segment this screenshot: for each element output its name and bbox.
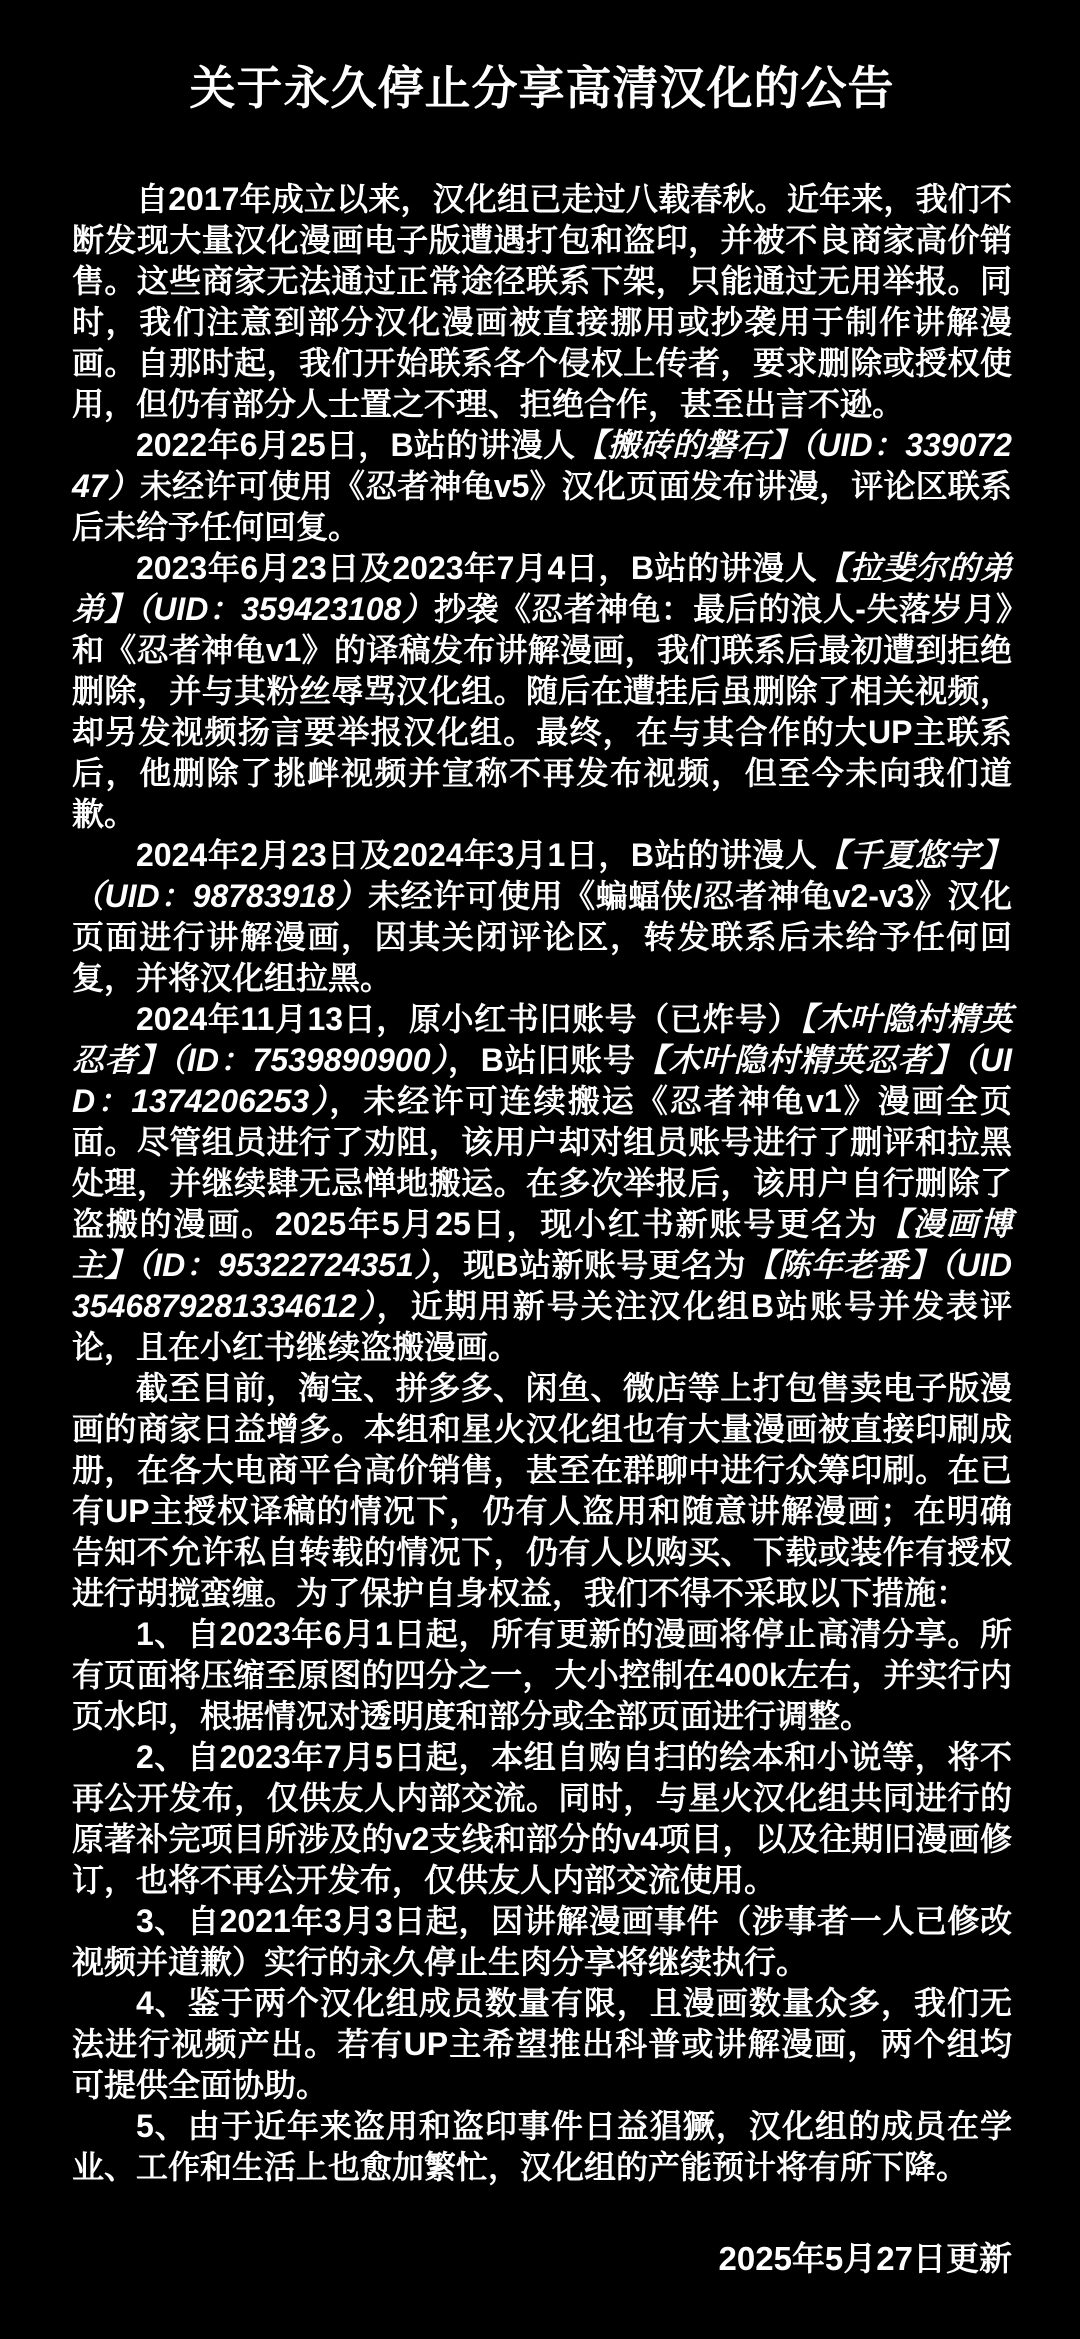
- announcement-title: 关于永久停止分享高清汉化的公告: [189, 62, 895, 114]
- uploader-name-uid: 【千夏悠宇】（UID：98783918）: [72, 836, 1012, 914]
- uploader-name-uid: 【木叶隐村精英忍者】（UID：1374206253）: [72, 1041, 1012, 1119]
- measure-item-1: [72, 1614, 1012, 1737]
- text-segment: 5、由于近年来盗用和盗印事件日益猖獗，汉化组的成员在学业、工作和生活上也愈加繁忙，汉化组的产能预计将有所下降。: [72, 2107, 1012, 2185]
- text-segment: 2、自2023年7月5日起，本组自购自扫的绘本和小说等，将不再公开发布，仅供友人内部交流。同时，与星火汉化组共同进行的原著补完项目所涉及的v2支线和部分的v4项目，以及往期旧漫画修订，也将不再公开发布，仅供友人内部交流使用。: [72, 1738, 1012, 1898]
- measure-item-4: [72, 1983, 1012, 2106]
- measure-item-5: [72, 2106, 1012, 2188]
- text-segment: 自2017年成立以来，汉化组已走过八载春秋。近年来，我们不断发现大量汉化漫画电子版遭遇打包和盗印，并被不良商家高价销售。这些商家无法通过正常途径联系下架，只能通过无用举报。同时，我们注意到部分汉化漫画被直接挪用或抄袭用于制作讲解漫画。自那时起，我们开始联系各个侵权上传者，要求删除或授权使用，但仍有部分人士置之不理、拒绝合作，甚至出言不逊。: [72, 180, 1012, 422]
- paragraph-case-qianxia: [72, 835, 1012, 999]
- paragraph-piracy-summary: [72, 1368, 1012, 1614]
- uploader-name-uid: 【陈年老番】（UID3546879281334612）: [72, 1246, 1012, 1324]
- text-segment: 3、自2021年3月3日起，因讲解漫画事件（涉事者一人已修改视频并道歉）实行的永久停止生肉分享将继续执行。: [72, 1902, 1012, 1980]
- text-segment: 2023年6月23日及2023年7月4日，B站的讲漫人: [136, 549, 818, 586]
- paragraph-case-muye: [72, 999, 1012, 1368]
- uploader-name-uid: 【搬砖的磐石】（UID：33907247）: [72, 426, 1012, 504]
- text-segment: 1、自2023年6月1日起，所有更新的漫画将停止高清分享。所有页面将压缩至原图的四分之一，大小控制在400k左右，并实行内页水印，根据情况对透明度和部分或全部页面进行调整。: [72, 1615, 1012, 1734]
- update-date: 2025年5月27日更新: [718, 2239, 1012, 2277]
- text-segment: ，未经许可连续搬运《忍者神龟v1》漫画全页面。尽管组员进行了劝阻，该用户却对组员账号进行了删评和拉黑处理，并继续肆无忌惮地搬运。在多次举报后，该用户自行删除了盗搬的漫画。2025年5月25日，现小红书新账号更名为: [72, 1082, 1012, 1242]
- uploader-name-uid: 【漫画博主】（ID：95322724351）: [72, 1205, 1012, 1283]
- text-segment: 2024年11月13日，原小红书旧账号（已炸号）: [136, 1000, 801, 1037]
- paragraph-case-lafeier: [72, 548, 1012, 835]
- paragraph-intro: [72, 179, 1012, 425]
- text-segment: 2022年6月25日，B站的讲漫人: [136, 426, 576, 463]
- text-segment: ，B站旧账号: [448, 1041, 636, 1078]
- measure-item-3: [72, 1901, 1012, 1983]
- paragraph-case-banzhuan: [72, 425, 1012, 548]
- uploader-name-uid: 【木叶隐村精英忍者】（ID：7539890900）: [72, 1000, 1012, 1078]
- measure-item-2: [72, 1737, 1012, 1901]
- text-segment: ，近期用新号关注汉化组B站账号并发表评论，且在小红书继续盗搬漫画。: [72, 1287, 1012, 1365]
- text-segment: 2024年2月23日及2024年3月1日，B站的讲漫人: [136, 836, 818, 873]
- text-segment: 抄袭《忍者神龟：最后的浪人-失落岁月》和《忍者神龟v1》的译稿发布讲解漫画，我们联系后最初遭到拒绝删除，并与其粉丝辱骂汉化组。随后在遭挂后虽删除了相关视频，却另发视频扬言要举报汉化组。最终，在与其合作的大UP主联系后，他删除了挑衅视频并宣称不再发布视频，但至今未向我们道歉。: [72, 590, 1012, 832]
- text-segment: 未经许可使用《蝙蝠侠/忍者神龟v2-v3》汉化页面进行讲解漫画，因其关闭评论区，转发联系后未给予任何回复，并将汉化组拉黑。: [72, 877, 1012, 996]
- text-segment: 未经许可使用《忍者神龟v5》汉化页面发布讲漫，评论区联系后未给予任何回复。: [72, 467, 1012, 545]
- announcement-body: [72, 179, 1012, 2188]
- text-segment: 截至目前，淘宝、拼多多、闲鱼、微店等上打包售卖电子版漫画的商家日益增多。本组和星火汉化组也有大量漫画被直接印刷成册，在各大电商平台高价销售，甚至在群聊中进行众筹印刷。在已有UP主授权译稿的情况下，仍有人盗用和随意讲解漫画；在明确告知不允许私自转载的情况下，仍有人以购买、下载或装作有授权进行胡搅蛮缠。为了保护自身权益，我们不得不采取以下措施：: [72, 1369, 1012, 1611]
- uploader-name-uid: 【拉斐尔的弟弟】（UID：359423108）: [72, 549, 1012, 627]
- text-segment: ，现B站新账号更名为: [430, 1246, 746, 1283]
- text-segment: 4、鉴于两个汉化组成员数量有限，且漫画数量众多，我们无法进行视频产出。若有UP主希望推出科普或讲解漫画，两个组均可提供全面协助。: [72, 1984, 1012, 2103]
